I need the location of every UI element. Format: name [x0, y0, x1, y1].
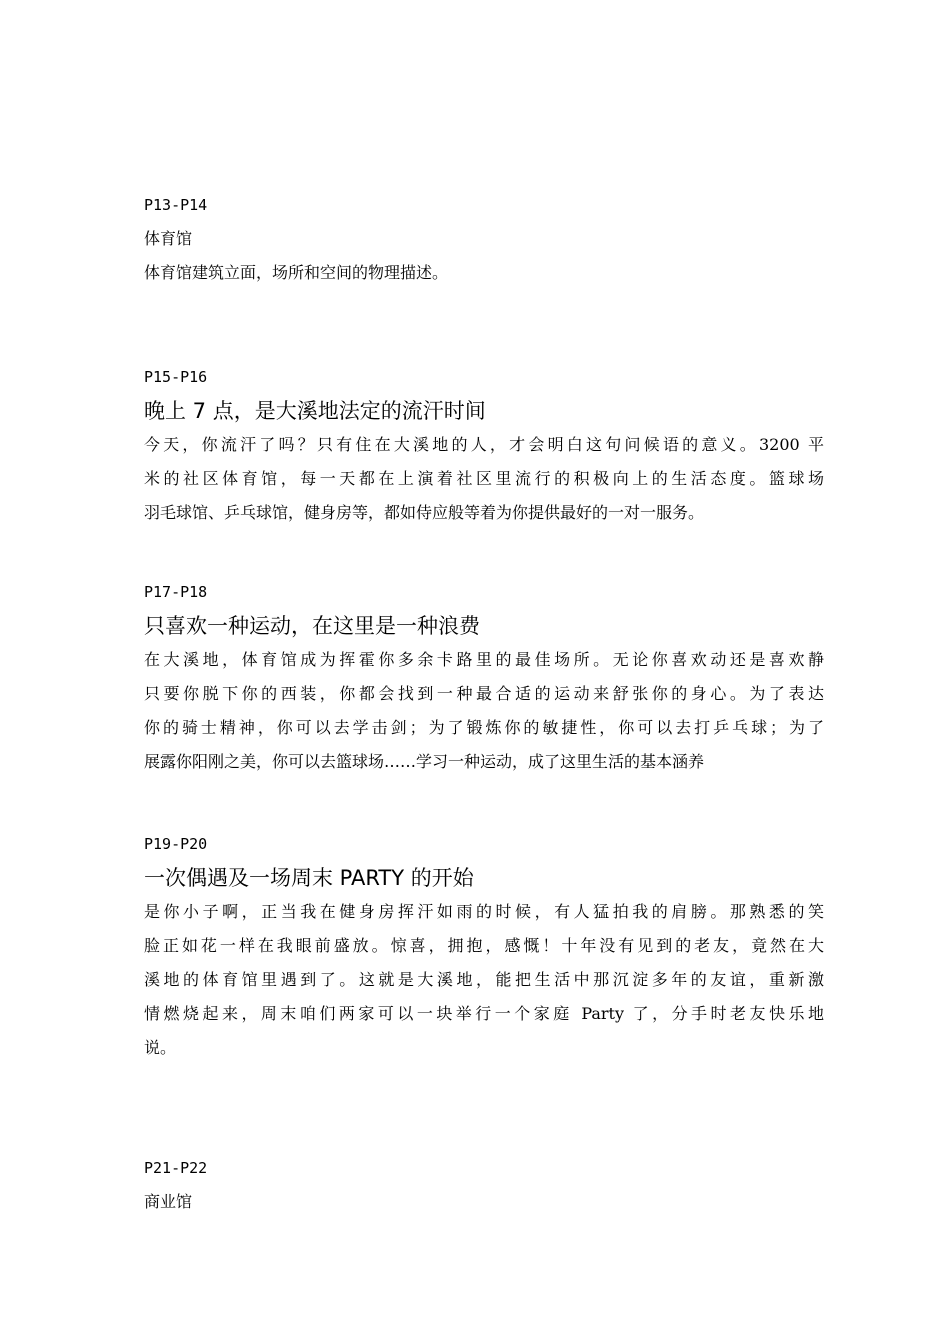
body-line: 脸正如花一样在我眼前盛放。惊喜，拥抱，感慨！十年没有见到的老友，竟然在大 [144, 936, 824, 955]
section-heading: 晚上 7 点，是大溪地法定的流汗时间 [144, 399, 486, 423]
section-p15-p16 [144, 360, 824, 530]
section-p17-p18 [144, 575, 824, 779]
page-range: P13-P14 [144, 196, 208, 214]
section-heading: 只喜欢一种运动，在这里是一种浪费 [144, 614, 480, 638]
body-line: 是你小子啊，正当我在健身房挥汗如雨的时候，有人猛拍我的肩膀。那熟悉的笑 [144, 902, 824, 921]
section-body [144, 643, 824, 779]
body-line: 在大溪地，体育馆成为挥霍你多余卡路里的最佳场所。无论你喜欢动还是喜欢静 [144, 650, 824, 669]
body-line: 情燃烧起来，周末咱们两家可以一块举行一个家庭 Party 了，分手时老友快乐地 [144, 1004, 824, 1023]
page-range: P17-P18 [144, 583, 208, 601]
body-line: 溪地的体育馆里遇到了。这就是大溪地，能把生活中那沉淀多年的友谊，重新激 [144, 970, 824, 989]
section-p13-p14 [144, 188, 824, 290]
section-body [144, 428, 824, 530]
body-line: 只要你脱下你的西装，你都会找到一种最合适的运动来舒张你的身心。为了表达 [144, 684, 824, 703]
section-description: 体育馆建筑立面，场所和空间的物理描述。 [144, 263, 449, 282]
body-line: 米的社区体育馆，每一天都在上演着社区里流行的积极向上的生活态度。篮球场 [144, 469, 824, 488]
body-line: 展露你阳刚之美，你可以去篮球场……学习一种运动，成了这里生活的基本涵养 [144, 752, 705, 771]
body-line: 你的骑士精神，你可以去学击剑；为了锻炼你的敏捷性，你可以去打乒乓球；为了 [144, 718, 824, 737]
section-p19-p20 [144, 827, 824, 1065]
page-range: P19-P20 [144, 835, 208, 853]
section-heading: 一次偶遇及一场周末 PARTY 的开始 [144, 866, 474, 890]
section-p21-p22 [144, 1151, 824, 1219]
body-line: 今天，你流汗了吗？只有住在大溪地的人，才会明白这句问候语的意义。3200 平 [144, 435, 824, 454]
body-line: 羽毛球馆、乒乓球馆，健身房等，都如侍应般等着为你提供最好的一对一服务。 [144, 503, 705, 522]
section-name: 商业馆 [144, 1192, 193, 1211]
section-body [144, 895, 824, 1065]
body-line: 说。 [144, 1038, 177, 1057]
page-range: P21-P22 [144, 1159, 208, 1177]
page-range: P15-P16 [144, 368, 208, 386]
section-name: 体育馆 [144, 229, 193, 248]
